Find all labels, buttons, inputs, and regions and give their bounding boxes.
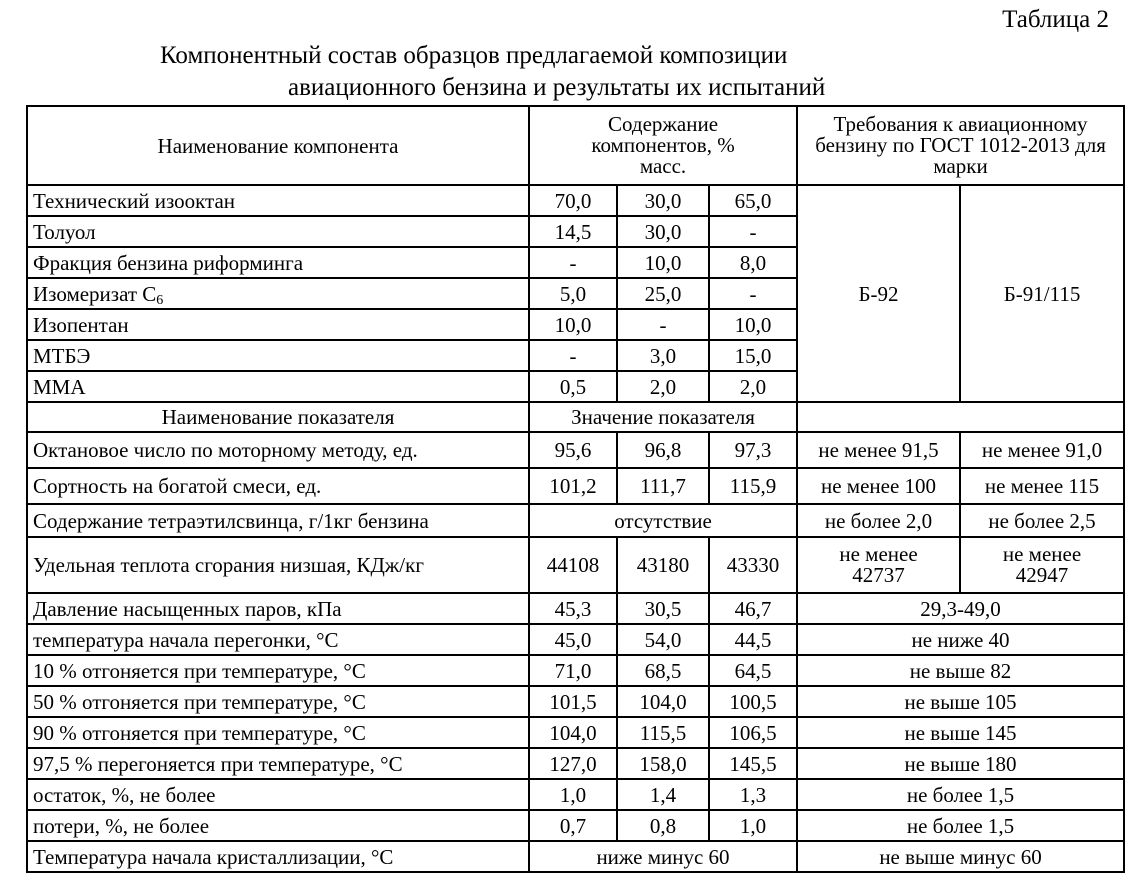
- component-value: 14,5: [529, 216, 617, 247]
- component-value: 2,0: [617, 371, 709, 402]
- indicator-value: 101,2: [529, 468, 617, 504]
- requirement-value: не более 2,0: [797, 504, 960, 537]
- subscript: 6: [156, 292, 164, 308]
- requirement-value: не более 1,5: [797, 779, 1124, 810]
- component-name: МТБЭ: [27, 340, 529, 371]
- indicator-value: 71,0: [529, 655, 617, 686]
- component-value: 5,0: [529, 278, 617, 309]
- requirement-value: не более 1,5: [797, 810, 1124, 841]
- component-value: 70,0: [529, 185, 617, 216]
- component-value: 3,0: [617, 340, 709, 371]
- indicator-value: 115,9: [709, 468, 797, 504]
- requirement-value: не выше 105: [797, 686, 1124, 717]
- component-value: 30,0: [617, 216, 709, 247]
- indicator-name: температура начала перегонки, °С: [27, 624, 529, 655]
- indicator-row: [27, 655, 1124, 686]
- indicator-value: 54,0: [617, 624, 709, 655]
- indicator-name: 97,5 % перегоняется при температуре, °С: [27, 748, 529, 779]
- requirement-value: не менее 91,5: [797, 432, 960, 468]
- component-value: -: [529, 247, 617, 278]
- indicator-value: 1,4: [617, 779, 709, 810]
- component-name: Технический изооктан: [27, 185, 529, 216]
- component-name: ММА: [27, 371, 529, 402]
- indicator-row: [27, 810, 1124, 841]
- grade-b92: Б-92: [797, 185, 960, 402]
- indicator-value: 1,0: [529, 779, 617, 810]
- indicator-name: Давление насыщенных паров, кПа: [27, 593, 529, 624]
- indicator-row: [27, 468, 1124, 504]
- component-value: -: [529, 340, 617, 371]
- component-name: Фракция бензина риформинга: [27, 247, 529, 278]
- component-value: -: [709, 216, 797, 247]
- requirement-value: не выше 82: [797, 655, 1124, 686]
- indicator-row: [27, 779, 1124, 810]
- indicator-value: 145,5: [709, 748, 797, 779]
- header-component-name: Наименование компонента: [27, 106, 529, 185]
- indicator-row: [27, 686, 1124, 717]
- requirement-value: 29,3-49,0: [797, 593, 1124, 624]
- header-row: [27, 106, 1124, 185]
- component-name: Толуол: [27, 216, 529, 247]
- grade-b91-115: Б-91/115: [960, 185, 1124, 402]
- indicator-value: 1,0: [709, 810, 797, 841]
- indicator-value: 43330: [709, 537, 797, 593]
- indicator-row: [27, 432, 1124, 468]
- requirement-value: не менее 91,0: [960, 432, 1124, 468]
- indicator-value: отсутствие: [529, 504, 797, 537]
- table-title-line1: Компонентный состав образцов предлагаемой композиции: [160, 42, 788, 69]
- table-number: Таблица 2: [1002, 6, 1109, 33]
- indicator-value: 106,5: [709, 717, 797, 748]
- component-row: [27, 185, 1124, 216]
- requirement-value: не ниже 40: [797, 624, 1124, 655]
- component-value: 65,0: [709, 185, 797, 216]
- component-value: 30,0: [617, 185, 709, 216]
- table-title-line2: авиационного бензина и результаты их испытаний: [288, 74, 826, 101]
- indicator-row: [27, 717, 1124, 748]
- indicator-value: 43180: [617, 537, 709, 593]
- indicator-name: Октановое число по моторному методу, ед.: [27, 432, 529, 468]
- header-indicator-name: Наименование показателя: [27, 402, 529, 432]
- component-value: 15,0: [709, 340, 797, 371]
- indicator-name: 10 % отгоняется при температуре, °С: [27, 655, 529, 686]
- indicator-name: 50 % отгоняется при температуре, °С: [27, 686, 529, 717]
- indicator-name: Содержание тетраэтилсвинца, г/1кг бензина: [27, 504, 529, 537]
- header-requirements: Требования к авиационному бензину по ГОСТ 1012-2013 для марки: [797, 106, 1124, 185]
- indicator-value: 96,8: [617, 432, 709, 468]
- component-value: 10,0: [709, 309, 797, 340]
- indicator-value: ниже минус 60: [529, 841, 797, 872]
- indicator-value: 45,0: [529, 624, 617, 655]
- component-value: 0,5: [529, 371, 617, 402]
- indicator-row: [27, 537, 1124, 593]
- indicator-header-row: [27, 402, 1124, 432]
- indicator-value: 0,8: [617, 810, 709, 841]
- component-value: 8,0: [709, 247, 797, 278]
- indicator-value: 158,0: [617, 748, 709, 779]
- indicator-name: Сортность на богатой смеси, ед.: [27, 468, 529, 504]
- indicator-value: 115,5: [617, 717, 709, 748]
- indicator-row: [27, 593, 1124, 624]
- indicator-value: 44108: [529, 537, 617, 593]
- indicator-value: 100,5: [709, 686, 797, 717]
- indicator-value: 68,5: [617, 655, 709, 686]
- indicator-value: 44,5: [709, 624, 797, 655]
- requirement-value: не менее 115: [960, 468, 1124, 504]
- composition-table: [26, 105, 1125, 873]
- requirement-value: не менее 100: [797, 468, 960, 504]
- indicator-name: остаток, %, не более: [27, 779, 529, 810]
- indicator-value: 97,3: [709, 432, 797, 468]
- requirement-value: не выше минус 60: [797, 841, 1124, 872]
- indicator-name: Удельная теплота сгорания низшая, КДж/кг: [27, 537, 529, 593]
- indicator-value: 101,5: [529, 686, 617, 717]
- indicator-name: 90 % отгоняется при температуре, °С: [27, 717, 529, 748]
- indicator-name: Температура начала кристаллизации, °С: [27, 841, 529, 872]
- indicator-row: [27, 624, 1124, 655]
- empty-cell: [797, 402, 1124, 432]
- indicator-value: 127,0: [529, 748, 617, 779]
- requirement-value: не выше 145: [797, 717, 1124, 748]
- indicator-value: 0,7: [529, 810, 617, 841]
- component-value: -: [709, 278, 797, 309]
- indicator-name: потери, %, не более: [27, 810, 529, 841]
- component-value: 2,0: [709, 371, 797, 402]
- requirement-value: не более 2,5: [960, 504, 1124, 537]
- requirement-value: не менее 42737: [797, 537, 960, 593]
- requirement-value: не менее 42947: [960, 537, 1124, 593]
- indicator-row: [27, 504, 1124, 537]
- requirement-value: не выше 180: [797, 748, 1124, 779]
- header-indicator-value: Значение показателя: [529, 402, 797, 432]
- indicator-row: [27, 841, 1124, 872]
- indicator-value: 45,3: [529, 593, 617, 624]
- indicator-value: 30,5: [617, 593, 709, 624]
- indicator-value: 1,3: [709, 779, 797, 810]
- indicator-value: 46,7: [709, 593, 797, 624]
- indicator-value: 64,5: [709, 655, 797, 686]
- component-value: 25,0: [617, 278, 709, 309]
- component-name: Изопентан: [27, 309, 529, 340]
- indicator-value: 95,6: [529, 432, 617, 468]
- indicator-row: [27, 748, 1124, 779]
- indicator-value: 104,0: [529, 717, 617, 748]
- header-content: Содержание компонентов, % масс.: [529, 106, 797, 185]
- component-value: -: [617, 309, 709, 340]
- indicator-value: 111,7: [617, 468, 709, 504]
- component-value: 10,0: [529, 309, 617, 340]
- component-value: 10,0: [617, 247, 709, 278]
- indicator-value: 104,0: [617, 686, 709, 717]
- component-name: Изомеризат $C_6$: [27, 278, 529, 309]
